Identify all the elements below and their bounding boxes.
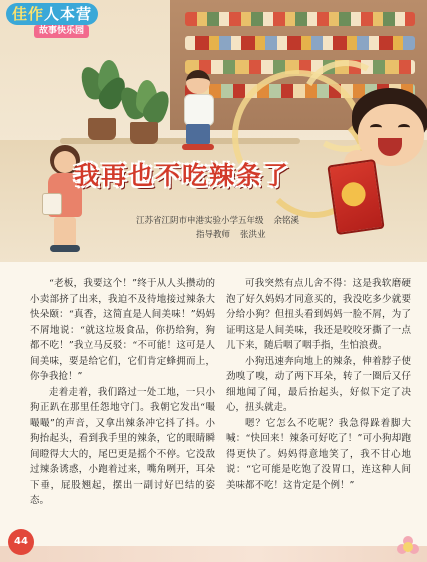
corner-flower-icon — [397, 536, 419, 558]
running-boy-figure — [176, 70, 220, 150]
article-column-left — [30, 276, 215, 509]
author-line — [136, 214, 416, 228]
author-name: 余铭溪 — [273, 216, 300, 226]
page-number-badge: 44 — [8, 529, 34, 555]
advisor-name: 张洪业 — [240, 230, 266, 240]
series-logo-title: 佳作人本营 — [6, 3, 98, 25]
potted-plant — [80, 60, 126, 140]
advisor-label: 指导教师 — [196, 230, 231, 240]
paragraph: “老板，我要这个！”终于从人头攒动的小卖部挤了出来，我迫不及待地接过辣条大快朵颐：“真香，这简直是人间美味！”妈妈不屑地说：“就这垃圾食品，你扔给狗，狗都不吃！”我立马反驳：“不可能！这可是人间美味，要是给它们，它们肯定蜂拥而上，你争我抢！” — [30, 278, 215, 382]
series-logo — [6, 3, 126, 39]
article-title: 我再也不吃辣条了 — [74, 161, 291, 190]
advisor-line — [136, 228, 416, 242]
shop-shelf — [185, 36, 415, 50]
paragraph: 走着走着，我们路过一处工地，一只小狗正趴在那里任怨地守门。我朝它发出“嘬嘬嘬”的声音，又拿出辣条冲它抖了抖。小狗抬起头，看到我手里的辣条，它的眼睛瞬间瞪得大大的，尾巴更是摇个不停。它没敌过辣条诱惑，小跑着过来，嘴角咧开，耳朵下垂，屁股翘起，摆出一副讨好巴结的姿态。 — [30, 386, 215, 506]
series-logo-subtitle: 故事快乐园 — [34, 25, 89, 38]
potted-plant — [122, 80, 168, 144]
byline — [136, 214, 416, 242]
paragraph: 嗯？它怎么不吃呢？我急得跺着脚大喊：“快回来！辣条可好吃了！”可小狗却跑得更快了。妈妈得意地笑了，我不甘心地说：“它可能是吃饱了没胃口，连这种人间美味都不吃！这肯定是个例！” — [226, 417, 411, 491]
article-column-right — [226, 276, 411, 493]
paragraph: 小狗迅速奔向地上的辣条，伸着脖子使劲嗅了嗅，动了两下耳朵，转了一圈后又仔细地闻了闻，最后抬起头，好似下定了决心，扭头就走。 — [226, 355, 411, 413]
author-school: 江苏省江阴市申港实验小学五年级 — [136, 216, 264, 226]
bottom-decor-band — [0, 546, 427, 562]
paragraph: 可我突然有点儿舍不得：这是我软磨硬泡了好久妈妈才同意买的，我没吃多少就要分给小狗？但扭头看到妈妈一脸不屑，为了证明这是人间美味，我还是咬咬牙撕了一点儿下来，随后咽了咽手指，生怕浪费。 — [226, 278, 411, 351]
shop-shelf — [185, 12, 415, 26]
